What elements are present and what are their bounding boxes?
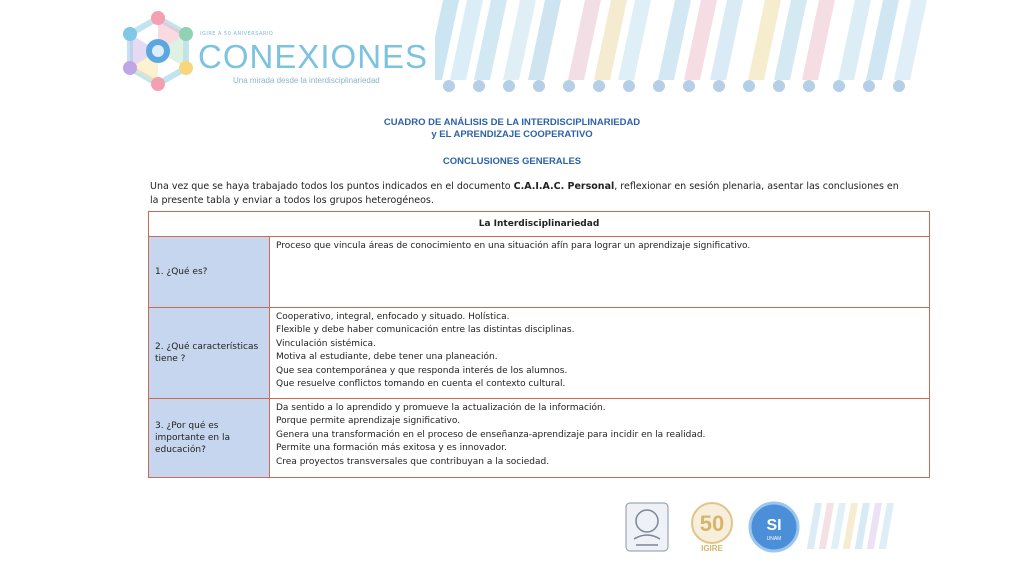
section-title: CONCLUSIONES GENERALES	[442, 156, 582, 167]
si-logo-subtext: UNAM	[766, 536, 782, 542]
table-row	[149, 308, 930, 399]
document-title-line-1: CUADRO DE ANÁLISIS DE LA INTERDISCIPLINARIEDAD	[383, 117, 641, 128]
si-unam-logo-icon	[750, 503, 798, 551]
intro-text-after: , reflexionar en sesión plenaria, asentar las conclusiones en la presente tabla y enviar a todos los grupos heterogéneos.	[150, 181, 899, 206]
badge-50-text: 50	[699, 511, 725, 536]
decorative-stripes-mini	[807, 503, 894, 549]
footer-logos	[620, 497, 920, 557]
answer-line: Motiva al estudiante, debe tener una planeación.	[276, 352, 498, 363]
intro-document-name: C.A.I.A.C. Personal	[513, 181, 615, 192]
answer-cell	[270, 237, 930, 308]
answer-line: Permite una formación más exitosa y es innovador.	[276, 443, 507, 454]
question-cell: 3. ¿Por qué es importante en la educación?	[149, 399, 270, 478]
answer-line: Crea proyectos transversales que contribuyan a la sociedad.	[276, 456, 550, 467]
fifty-years-badge-icon	[692, 503, 732, 553]
hexagon-network-icon	[118, 10, 198, 96]
question-cell: 2. ¿Qué características tiene ?	[149, 308, 270, 399]
answer-line: Genera una transformación en el proceso de enseñanza-aprendizaje para incidir en la realidad.	[276, 429, 706, 440]
answer-cell	[270, 308, 930, 399]
conexiones-logo	[118, 10, 429, 98]
conclusions-table	[148, 211, 930, 478]
answer-line: Que sea contemporánea y que responda interés de los alumnos.	[276, 365, 568, 376]
answer-line: Da sentido a lo aprendido y promueve la actualización de la información.	[276, 403, 606, 413]
intro-text-before: Una vez que se haya trabajado todos los puntos indicados en el documento	[150, 181, 514, 192]
intro-paragraph	[150, 180, 910, 208]
logo-tagline: Una mirada desde la interdisciplinariedad	[233, 76, 380, 85]
logo-wordmark: CONEXIONES	[198, 38, 429, 75]
answer-line: Porque permite aprendizaje significativo.	[276, 416, 461, 427]
logo-small-text: IGIRE A 50 ANIVERSARIO	[200, 31, 274, 37]
answer-line: Cooperativo, integral, enfocado y situado. Holística.	[276, 312, 510, 322]
answer-line: Flexible y debe haber comunicación entre las distintas disciplinas.	[276, 325, 575, 336]
answer-line: Vinculación sistémica.	[276, 338, 376, 349]
decorative-stripes-banner	[435, 0, 935, 100]
table-row	[149, 399, 930, 478]
question-cell: 1. ¿Qué es?	[149, 237, 270, 308]
answer-line: Proceso que vincula áreas de conocimiento en una situación afín para lograr un aprendizaje significativo.	[276, 241, 751, 251]
document-title-line-2: y EL APRENDIZAJE COOPERATIVO	[431, 129, 593, 140]
unam-seal-icon	[626, 503, 668, 551]
table-row	[149, 237, 930, 308]
si-logo-text: SI	[766, 517, 782, 534]
table-header: La Interdisciplinariedad	[149, 212, 930, 237]
badge-50-label: IGIRE	[701, 544, 723, 553]
answer-cell	[270, 399, 930, 478]
answer-line: Que resuelve conflictos tomando en cuenta el contexto cultural.	[276, 379, 566, 390]
